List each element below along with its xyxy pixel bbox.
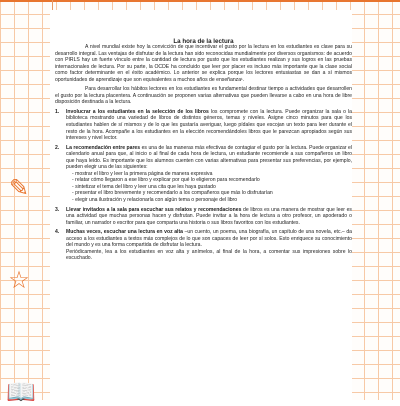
item-number: 3.	[55, 206, 60, 213]
item-extra: Periódicamente, lea a los estudiantes en voz alta y anímelos, al final de la hora, a comentar sus impresiones sobre lo escuchado.	[66, 248, 352, 262]
sub-item: - relatar cómo llegaron a ese libro y explicar por qué lo eligieron para recomendarlo	[72, 177, 352, 184]
item-lead: Llevar invitados a la sala para escuchar sus relatos y recomendaciones	[66, 206, 242, 213]
document-body	[55, 44, 352, 265]
list-item	[55, 229, 352, 262]
item-lead: La recomendación entre pares	[66, 144, 141, 151]
page-title: La hora de la lectura	[173, 38, 234, 45]
pencil-icon: ✎	[8, 175, 30, 202]
item-lead: Muchas veces, escuchar una lectura en voz alta	[66, 229, 183, 236]
item-text: los compromete con la lectura. Puede organizar la sala o la biblioteca mostrando una variedad de libros de distintos géneros, temas y niveles. Asigne cinco minutos para que los estudiantes hablen de sí mismos y de lo que les gustaría averiguar, luego pídales que escojan un texto para leer durante el resto de la hora. Acompañe a los estudiantes en la elección recomendándoles libros que le parezcan apropiados según sus intereses y nivel lector.	[66, 108, 352, 142]
top-accent-bar	[0, 0, 400, 2]
sub-item: - presentar el libro brevemente y recomendarlo a los compañeros que más lo disfrutarían	[72, 190, 352, 197]
book-icon: 📖	[6, 379, 36, 406]
item-number: 2.	[55, 144, 60, 151]
sub-list	[66, 171, 352, 204]
second-paragraph: Para desarrollar los hábitos lectores en los estudiantes es fundamental destinar tiempo a actividades que desarrollen el gusto por la lectura placentera. A continuación se proponen varias alternativas que pueden llevarse a cabo en una hora de libre disposición destinada a la lectura.	[55, 86, 352, 106]
list-item	[55, 207, 352, 227]
list-item	[55, 109, 352, 142]
item-text: es una de las maneras más efectivas de contagiar el gusto por la lectura. Puede organizar el calendario anual para que, al inicio o al final de cada hora de lectura, un estudiante recomiende a sus compañeros un libro que haya leído. Es importante que los alumnos cuenten con varias alternativas para presentar sus preferencias, por ejemplo, pueden elegir una de las siguientes:	[66, 144, 352, 171]
intro-paragraph: A nivel mundial existe hoy la convicción de que incentivar el gusto por la lectura en los estudiantes es clave para su desarrollo integral. Las ventajas de disfrutar de la lectura han sido reconocidas mundialmente por diversos organismos: de acuerdo con PIRLS hay un fuerte vínculo entre la cantidad de lectura por gusto que los estudiantes realizan y sus logros en las pruebas internacionales de lectura. Por su parte, la OCDE ha concluido que leer por placer es incluso más importante que la clase social como factor determinante en el éxito académico. Lo anterior se explica porque los lectores entusiastas se dan a sí mismos oportunidades de aprendizaje que son equivalentes a muchos años de enseñanza¹.	[55, 44, 352, 83]
item-number: 1.	[55, 108, 60, 115]
sub-item: - sintetizar el tema del libro y leer una cita que les haya gustado	[72, 184, 352, 191]
item-text: –un cuento, un poema, una biografía, un capítulo de una novela, etc.– da acceso a los estudiantes a textos más complejos de lo que son capaces de leer por sí solos. Esto enriquece su conocimiento del mundo y es una forma compartida de disfrutar la lectura.	[66, 229, 352, 249]
item-number: 4.	[55, 229, 60, 236]
item-lead: Involucrar a los estudiantes en la selección de los libros	[66, 108, 209, 115]
star-icon: ☆	[8, 267, 30, 294]
sub-item: - mostrar el libro y leer la primera página de manera expresiva	[72, 171, 352, 178]
list-item	[55, 145, 352, 204]
sub-item: - elegir una ilustración y relacionarla con algún tema o personaje del libro	[72, 197, 352, 204]
item-text: de libros es una manera de mostrar que leer es una actividad que muchas personas hacen y disfrutan. Puede invitar a la hora de lectura a otro profesor, un apoderado o familiar, un narrador o escritor para que comparta una historia o sus libros favoritos con los estudiantes.	[66, 206, 352, 226]
